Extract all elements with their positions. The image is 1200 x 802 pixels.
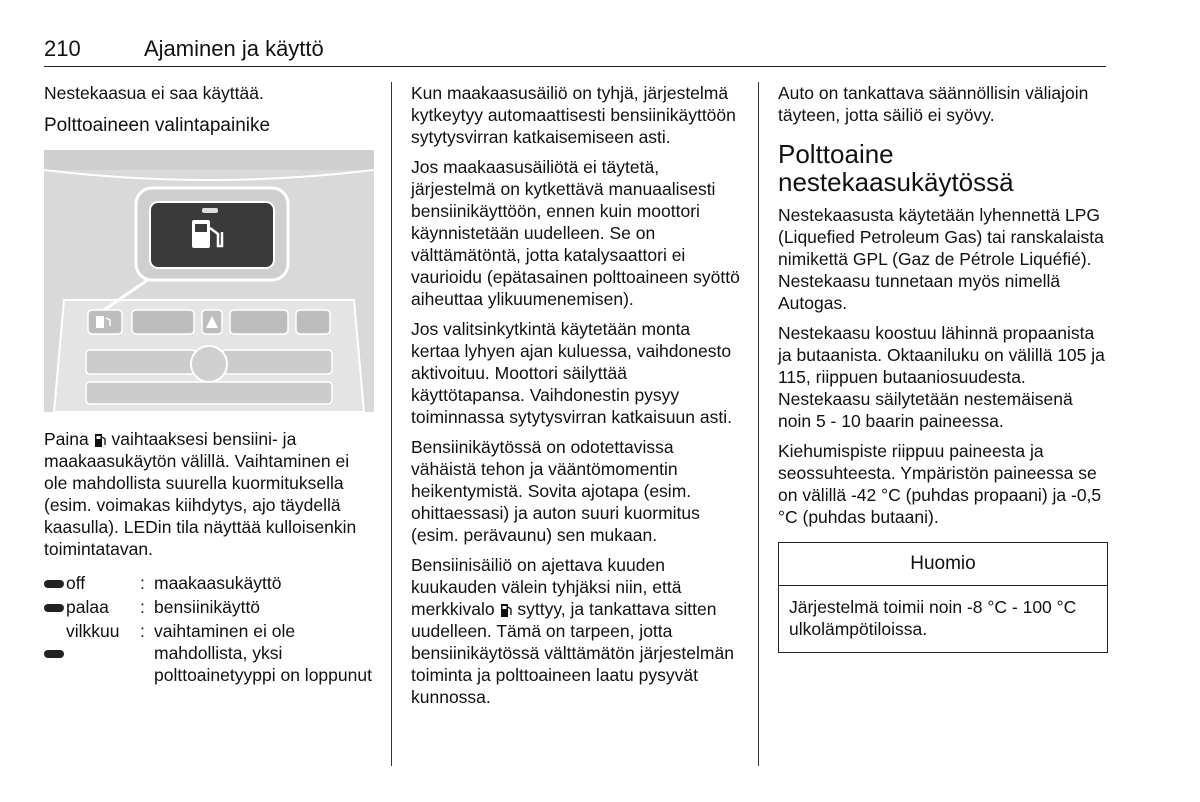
paragraph: Bensiinikäytössä on odotettavissa vähäistä tehon ja vääntömomentin heikentymistä. Sovita ajotapa (esim. ohittaessasi) ja auton suuri kuormitus (esim. perävaunu) sen mukaan. — [411, 437, 700, 545]
intro-text: Nestekaasua ei saa käyttää. — [44, 83, 264, 103]
paragraph: Nestekaasusta käytetään lyhennettä LPG (Liquefied Petroleum Gas) tai ranskalaista nimikettä GPL (Gaz de Pétrole Liquéfié). Nestekaasu tunnetaan myös nimellä Autogas. — [778, 205, 1104, 313]
column-left — [44, 82, 374, 688]
section-heading: Polttoaine nestekaasukäytössä — [778, 139, 1014, 197]
selector-paragraph: Paina vaihtaaksesi bensiini- ja maakaasukäytön välillä. Vaihtaminen ei ole mahdollista suurella kuormituksella (esim. voimakas kiihdytys, ajo täydellä kaasulla). LEDin tila näyttää kulloisenkin toimintatavan. — [44, 429, 357, 559]
note-box — [778, 542, 1108, 653]
list-item: vilkkuu : vaihtaminen ei ole mahdollista, yksi polttoainetyyppi on loppunut — [44, 620, 374, 686]
paragraph: Auto on tankattava säännöllisin väliajoin täyteen, jotta säiliö ei syövy. — [778, 83, 1089, 125]
paragraph: Bensiinisäiliö on ajettava kuuden kuukauden välein tyhjäksi niin, että merkkivalo syttyy, ja tankattava sitten uudelleen. Tämä on tarpeen, jotta bensiinikäytössä välttämätön järjestelmän toiminta ja polttoaineen laatu pysyvät kunnossa. — [411, 555, 734, 707]
page-number: 210 — [44, 36, 81, 61]
column-middle — [411, 82, 741, 716]
list-item: palaa : bensiinikäyttö — [44, 596, 374, 618]
page-header — [44, 36, 1106, 67]
led-state-list — [44, 572, 374, 686]
column-divider — [758, 82, 759, 766]
led-icon — [44, 596, 66, 618]
note-body: Järjestelmä toimii noin -8 °C - 100 °C ulkolämpötiloissa. — [789, 597, 1077, 639]
subheading: Polttoaineen valintapainike — [44, 115, 271, 136]
led-icon — [44, 572, 66, 594]
paragraph: Jos valitsinkytkintä käytetään monta kertaa lyhyen ajan kuluessa, vaihdonesto aktivoituu. Moottori säilyttää käyttötapansa. Vaihdonestin pysyy toiminnassa sytytysvirran katkaisuun asti. — [411, 319, 732, 427]
fuel-pump-icon — [95, 433, 106, 447]
section-title: Ajaminen ja käyttö — [144, 36, 324, 61]
paragraph: Kun maakaasusäiliö on tyhjä, järjestelmä kytkeytyy automaattisesti bensiinikäyttöön sytytysvirran katkaisemiseen asti. — [411, 83, 736, 147]
list-item: off : maakaasukäyttö — [44, 572, 374, 594]
paragraph: Kiehumispiste riippuu paineesta ja seossuhteesta. Ympäristön paineessa se on välillä -42 °C (puhdas propaani) ja -0,5 °C (puhdas butaani). — [778, 441, 1102, 527]
paragraph: Jos maakaasusäiliötä ei täytetä, järjestelmä on kytkettävä manuaalisesti bensiinikäyttöön, ennen kuin moottori käynnistetään uudelleen. Se on välttämätöntä, jotta katalysaattori ei vaurioidu (epätasainen polttoaineen syöttö aiheuttaa ylikuumenemisen). — [411, 157, 740, 309]
note-title: Huomio — [779, 543, 1107, 586]
dashboard-illustration — [44, 150, 374, 412]
fuel-pump-icon — [501, 603, 512, 617]
column-divider — [391, 82, 392, 766]
column-right — [778, 82, 1108, 653]
led-icon — [44, 620, 66, 686]
paragraph: Nestekaasu koostuu lähinnä propaanista ja butaanista. Oktaaniluku on välillä 105 ja 115, riippuen butaaniosuudesta. Nestekaasu säilytetään nestemäisenä noin 5 - 10 baarin paineessa. — [778, 323, 1105, 431]
